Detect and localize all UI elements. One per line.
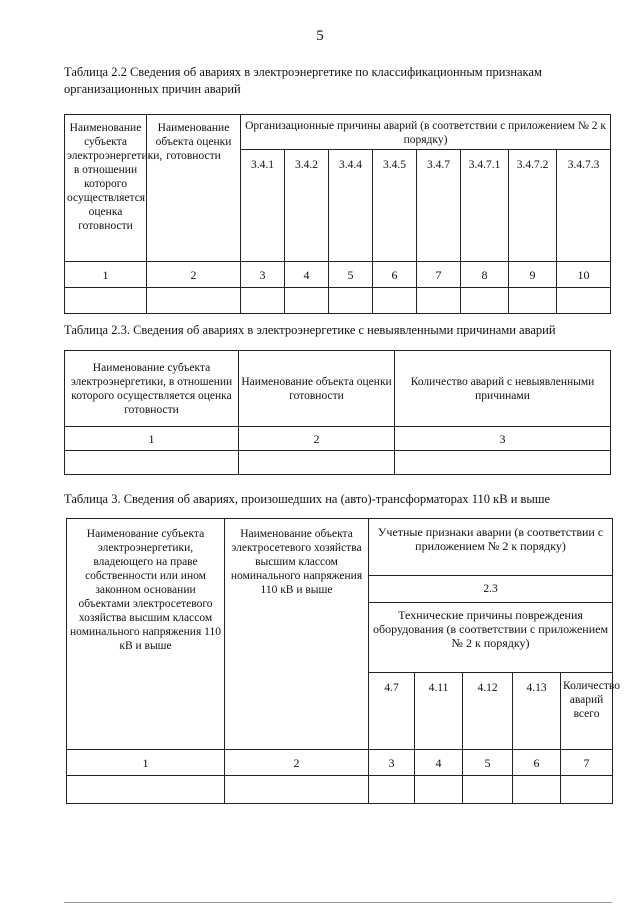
table-3-cell	[561, 776, 613, 804]
table-3-total-header: Количество аварий всего	[561, 673, 613, 750]
table-2-2-code: 3.4.5	[373, 150, 417, 262]
table-3-col1-header: Наименование субъекта электроэнергетики, владеющего на праве собственности или ином законном основании объектами электросетевого хозяйства высшим классом номинального напряжения 110 кВ и выше	[67, 519, 225, 750]
table-2-3-colnum: 3	[395, 427, 611, 451]
page-bottom-edge	[64, 902, 612, 903]
table-2-2-cell	[65, 288, 147, 314]
table-3-colnum: 2	[225, 750, 369, 776]
table-3-caption: Таблица 3. Сведения об авариях, произошедших на (авто)-трансформаторах 110 кВ и выше	[64, 492, 550, 506]
table-2-2-colnum: 7	[417, 262, 461, 288]
table-3-group-header: Учетные признаки аварии (в соответствии с приложением № 2 к порядку)	[369, 519, 613, 576]
table-2-2-cell	[329, 288, 373, 314]
table-2-2-code: 3.4.7.1	[461, 150, 509, 262]
table-2-2-colnum: 2	[147, 262, 241, 288]
table-2-3-col2-header: Наименование объекта оценки готовности	[239, 351, 395, 427]
table-2-2	[64, 114, 611, 314]
table-3-cell	[67, 776, 225, 804]
table-2-2-cell	[417, 288, 461, 314]
table-2-3	[64, 350, 611, 475]
table-2-2-cell	[285, 288, 329, 314]
table-2-2-code: 3.4.7.2	[509, 150, 557, 262]
table-3-code: 4.13	[513, 673, 561, 750]
table-2-2-code: 3.4.1	[241, 150, 285, 262]
table-3-cell	[415, 776, 463, 804]
table-3-code: 4.11	[415, 673, 463, 750]
table-2-2-code: 3.4.4	[329, 150, 373, 262]
table-2-2-code: 3.4.7.3	[557, 150, 611, 262]
table-2-2-group-header: Организационные причины аварий (в соответствии с приложением № 2 к порядку)	[241, 115, 611, 150]
table-2-3-col3-header: Количество аварий с невыявленными причинами	[395, 351, 611, 427]
table-2-2-col2-header: Наименование объекта оценки готовности	[147, 115, 241, 262]
table-3-sub-code: 2.3	[369, 576, 613, 603]
table-2-3-cell	[65, 451, 239, 475]
table-2-2-colnum: 10	[557, 262, 611, 288]
table-3-cell	[225, 776, 369, 804]
table-3-cell	[369, 776, 415, 804]
table-2-2-cell	[509, 288, 557, 314]
table-2-2-cell	[461, 288, 509, 314]
table-2-3-caption: Таблица 2.3. Сведения об авариях в электроэнергетике с невыявленными причинами аварий	[64, 323, 556, 337]
table-3-colnum: 7	[561, 750, 613, 776]
table-2-3-cell	[395, 451, 611, 475]
page-number: 5	[316, 28, 324, 44]
table-2-2-caption: Таблица 2.2 Сведения об авариях в электроэнергетике по классификационным признакам организационных причин аварий	[64, 65, 542, 96]
table-2-2-colnum: 1	[65, 262, 147, 288]
table-3-colnum: 3	[369, 750, 415, 776]
table-3-col2-header: Наименование объекта электросетевого хозяйства высшим классом номинального напряжения 110 кВ и выше	[225, 519, 369, 750]
table-2-2-colnum: 4	[285, 262, 329, 288]
table-2-2-colnum: 9	[509, 262, 557, 288]
table-3-cell	[463, 776, 513, 804]
table-3-colnum: 1	[67, 750, 225, 776]
table-3-colnum: 4	[415, 750, 463, 776]
table-2-2-colnum: 5	[329, 262, 373, 288]
table-2-2-colnum: 6	[373, 262, 417, 288]
table-2-2-code: 3.4.7	[417, 150, 461, 262]
table-3-colnum: 6	[513, 750, 561, 776]
table-2-2-col1-header: Наименование субъекта электроэнергетики, в отношении которого осуществляется оценка готовности	[65, 115, 147, 262]
table-3-sub-header: Технические причины повреждения оборудования (в соответствии с приложением № 2 к порядку)	[369, 603, 613, 673]
table-2-2-code: 3.4.2	[285, 150, 329, 262]
table-2-2-cell	[373, 288, 417, 314]
table-2-2-colnum: 3	[241, 262, 285, 288]
table-3-colnum: 5	[463, 750, 513, 776]
table-2-2-cell	[147, 288, 241, 314]
table-2-2-cell	[241, 288, 285, 314]
table-3-code: 4.7	[369, 673, 415, 750]
table-3	[66, 518, 620, 804]
table-2-3-colnum: 1	[65, 427, 239, 451]
table-2-3-col1-header: Наименование субъекта электроэнергетики, в отношении которого осуществляется оценка готовности	[65, 351, 239, 427]
table-3-cell	[513, 776, 561, 804]
table-2-3-cell	[239, 451, 395, 475]
table-2-3-colnum: 2	[239, 427, 395, 451]
table-2-2-colnum: 8	[461, 262, 509, 288]
table-2-2-cell	[557, 288, 611, 314]
table-3-code: 4.12	[463, 673, 513, 750]
